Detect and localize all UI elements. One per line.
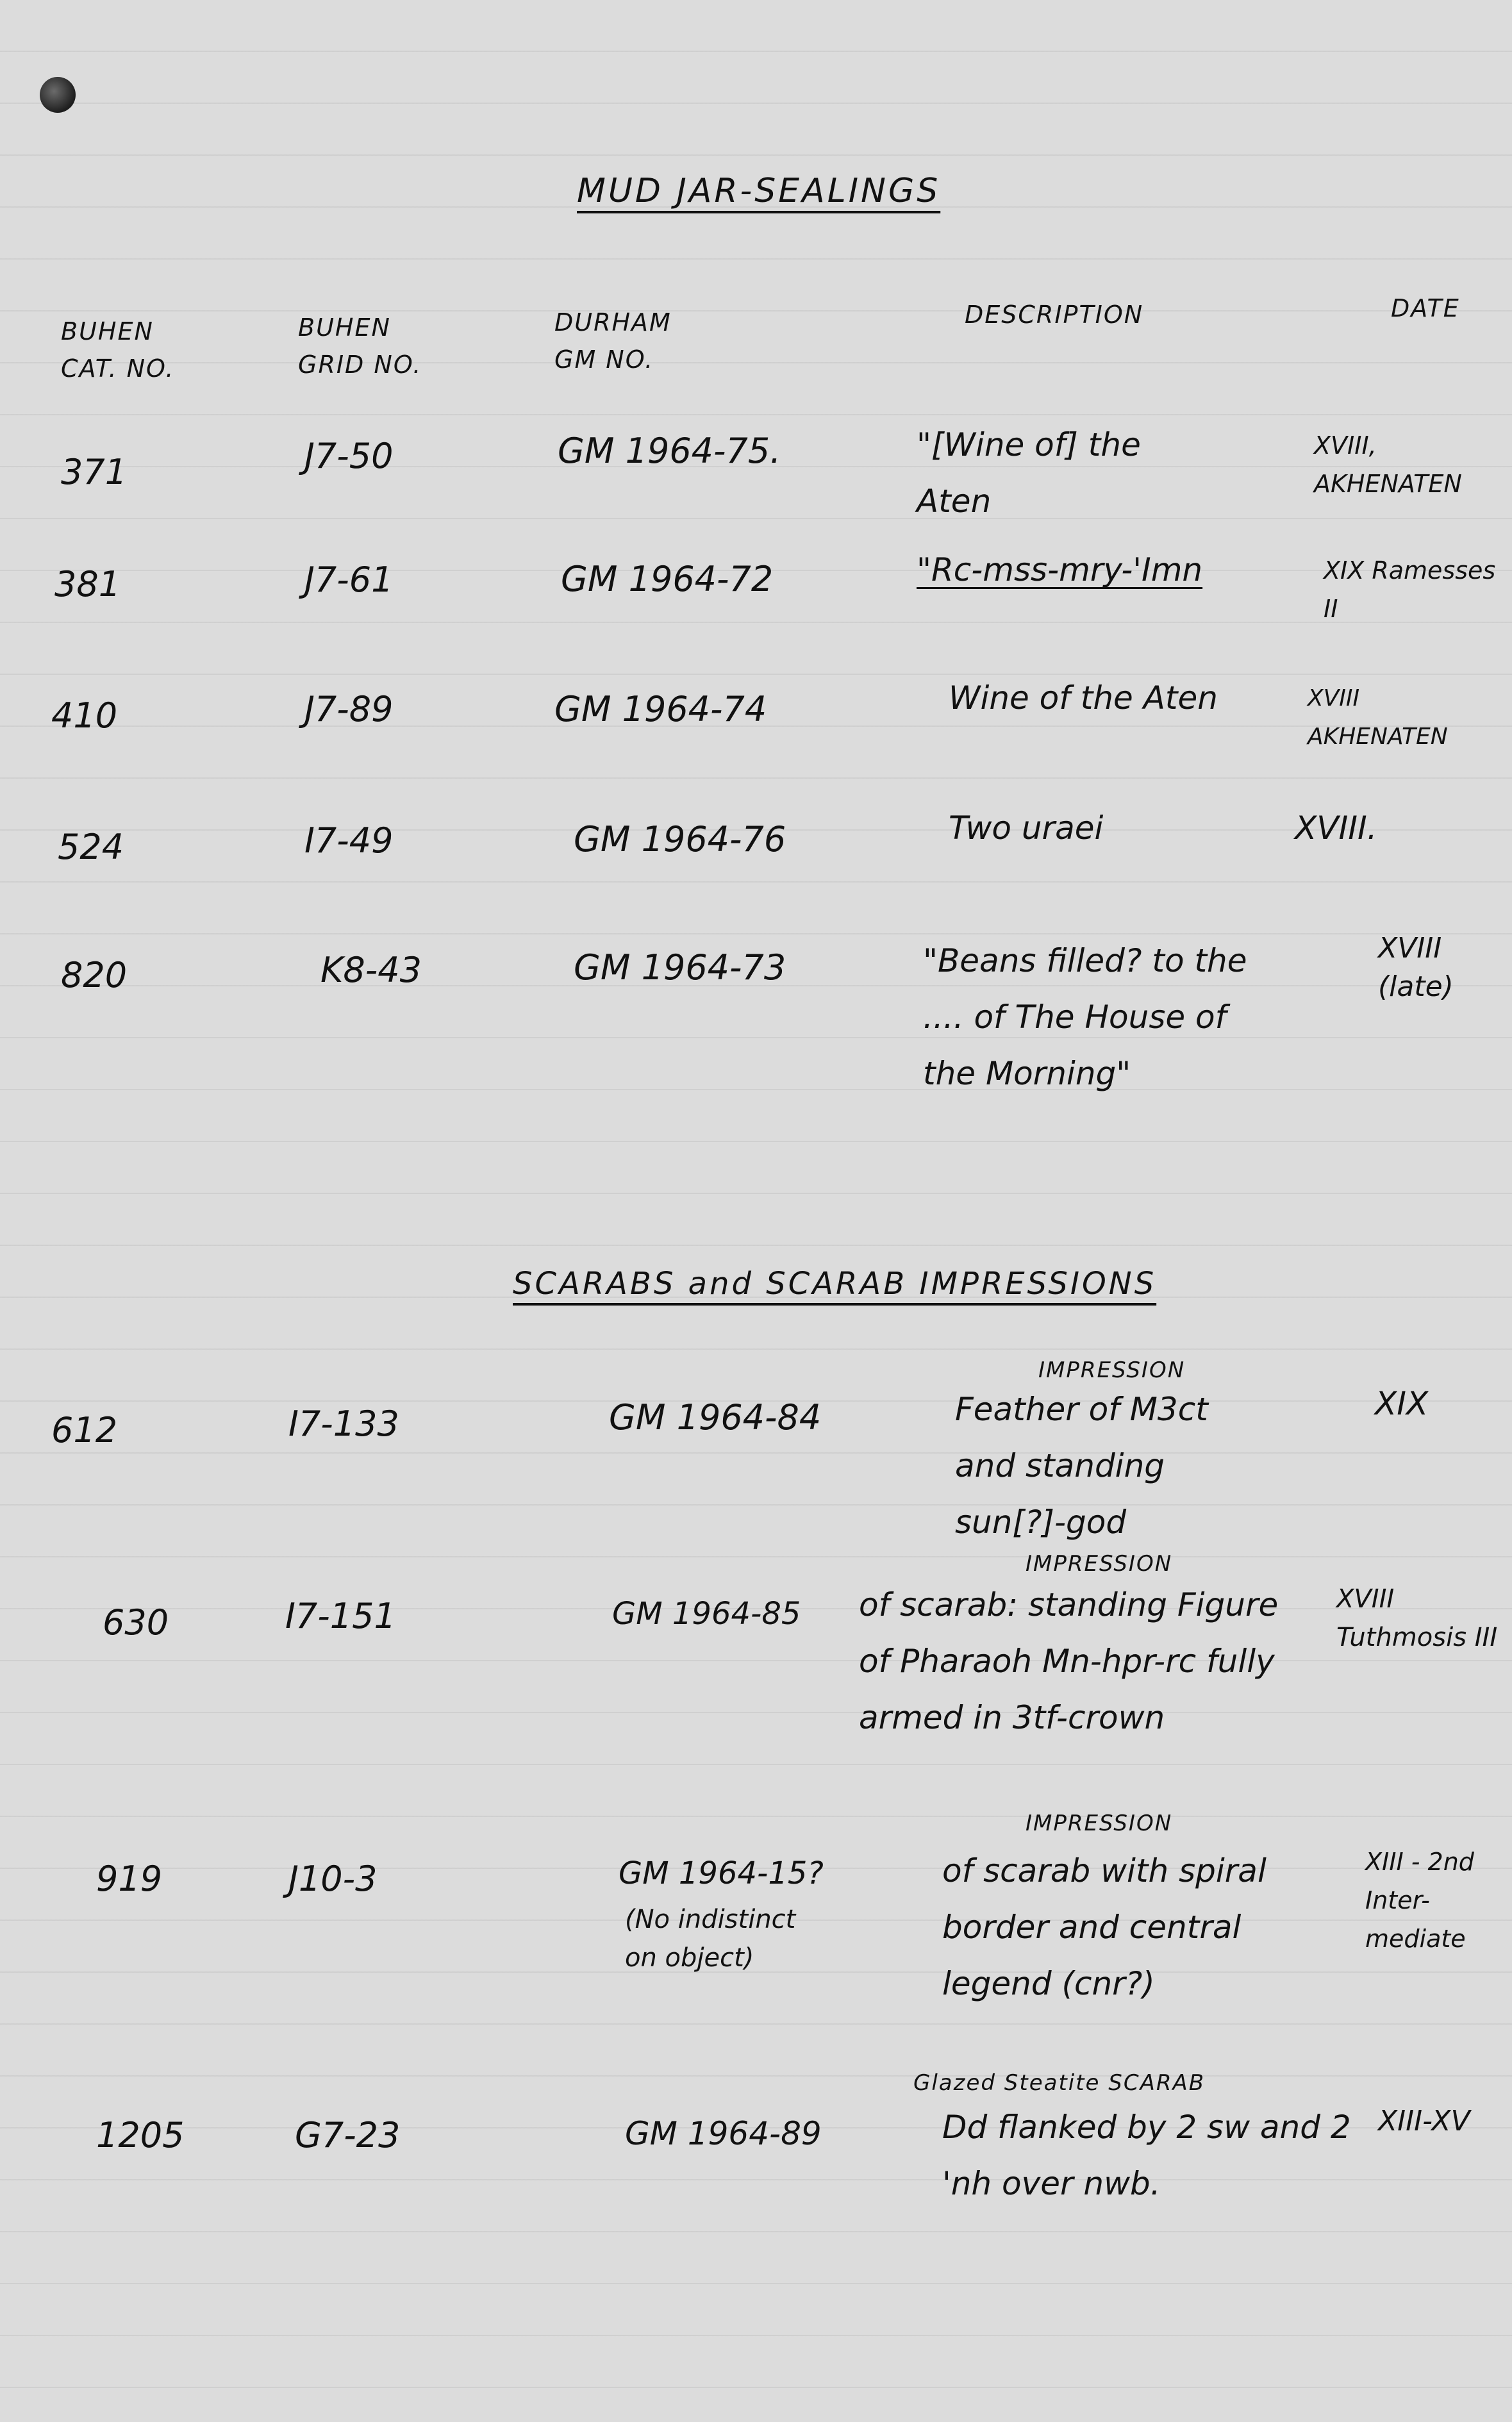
table-row-cat: 919 (96, 1859, 163, 1899)
table-row-gm: GM 1964-74 (554, 689, 767, 729)
table-row-date: XIX (1375, 1385, 1429, 1422)
table-row-description: Two uraei (949, 809, 1104, 847)
column-header-cat: BUHEN CAT. NO. (61, 317, 175, 383)
impression-tag: IMPRESSION (1026, 1811, 1173, 1836)
impression-tag: IMPRESSION (1026, 1551, 1173, 1577)
table-row-description: of scarab: standing Figure of Pharaoh Mn-hpr-rc fully armed in 3tf-crown (859, 1586, 1279, 1736)
table-row-description: of scarab with spiral border and central legend (cnr?) (942, 1852, 1267, 2002)
table-row-date: XIX Ramesses II (1324, 556, 1496, 623)
table-row-cat: 1205 (96, 2115, 185, 2155)
section-title-scarabs: SCARABS and SCARAB IMPRESSIONS (513, 1266, 1157, 1302)
table-row-cat: 371 (61, 452, 128, 492)
table-row-gm: GM 1964-73 (574, 947, 786, 988)
table-row-cat: 612 (51, 1410, 118, 1450)
gm-note: (No indistinct on object) (625, 1905, 796, 1973)
table-row-cat: 630 (103, 1602, 169, 1643)
impression-tag: IMPRESSION (1038, 1357, 1186, 1383)
scarab-tag: Glazed Steatite SCARAB (913, 2070, 1206, 2096)
section-title-mud-jar-sealings: MUD JAR-SEALINGS (577, 172, 941, 210)
table-row-grid: G7-23 (295, 2115, 401, 2155)
table-row-description: Dd flanked by 2 sw and 2 'nh over nwb. (942, 2109, 1351, 2202)
table-row-date: XVIII (late) (1378, 932, 1454, 1003)
table-row-grid: J7-89 (304, 689, 394, 729)
table-row-date: XVIII Tuthmosis III (1336, 1584, 1498, 1652)
column-header-description: DESCRIPTION (965, 301, 1144, 329)
table-row-description: "Rc-mss-mry-'Imn (917, 551, 1203, 588)
table-row-gm: GM 1964-89 (625, 2115, 822, 2152)
table-row-gm: GM 1964-72 (561, 559, 774, 599)
table-row-date: XVIII AKHENATEN (1308, 685, 1448, 750)
table-row-date: XVIII. (1295, 809, 1377, 847)
table-row-cat: 410 (51, 695, 118, 736)
table-row-description: "Beans filled? to the .... of The House of the Morning" (923, 942, 1247, 1092)
table-row-gm: GM 1964-75. (558, 431, 781, 471)
table-row-cat: 524 (58, 827, 124, 867)
table-row-cat: 381 (54, 564, 121, 604)
table-row-gm: GM 1964-85 (612, 1596, 801, 1632)
table-row-grid: J10-3 (288, 1859, 378, 1899)
table-row-date: XVIII, AKHENATEN (1314, 431, 1462, 498)
punch-hole (40, 77, 76, 113)
table-row-gm: GM 1964-76 (574, 819, 786, 859)
table-row-description: Feather of M3ct and standing sun[?]-god (955, 1391, 1208, 1541)
table-row-grid: J7-61 (304, 560, 394, 600)
column-header-gm: DURHAM GM NO. (554, 308, 672, 374)
column-header-grid: BUHEN GRID NO. (298, 313, 422, 379)
table-row-grid: J7-50 (304, 436, 394, 476)
table-row-grid: I7-151 (285, 1596, 396, 1636)
table-row-description: "[Wine of] the Aten (917, 426, 1141, 520)
column-header-date: DATE (1391, 294, 1460, 322)
table-row-grid: K8-43 (320, 950, 422, 990)
table-row-grid: I7-49 (304, 820, 394, 861)
table-row-grid: I7-133 (288, 1404, 399, 1444)
table-row-cat: 820 (61, 955, 128, 995)
table-row-gm: GM 1964-15? (619, 1855, 824, 1891)
table-row-date: XIII-XV (1378, 2105, 1470, 2137)
table-row-description: Wine of the Aten (949, 679, 1218, 717)
table-row-gm: GM 1964-84 (609, 1397, 822, 1438)
table-row-date: XIII - 2nd Inter-mediate (1365, 1848, 1474, 1953)
